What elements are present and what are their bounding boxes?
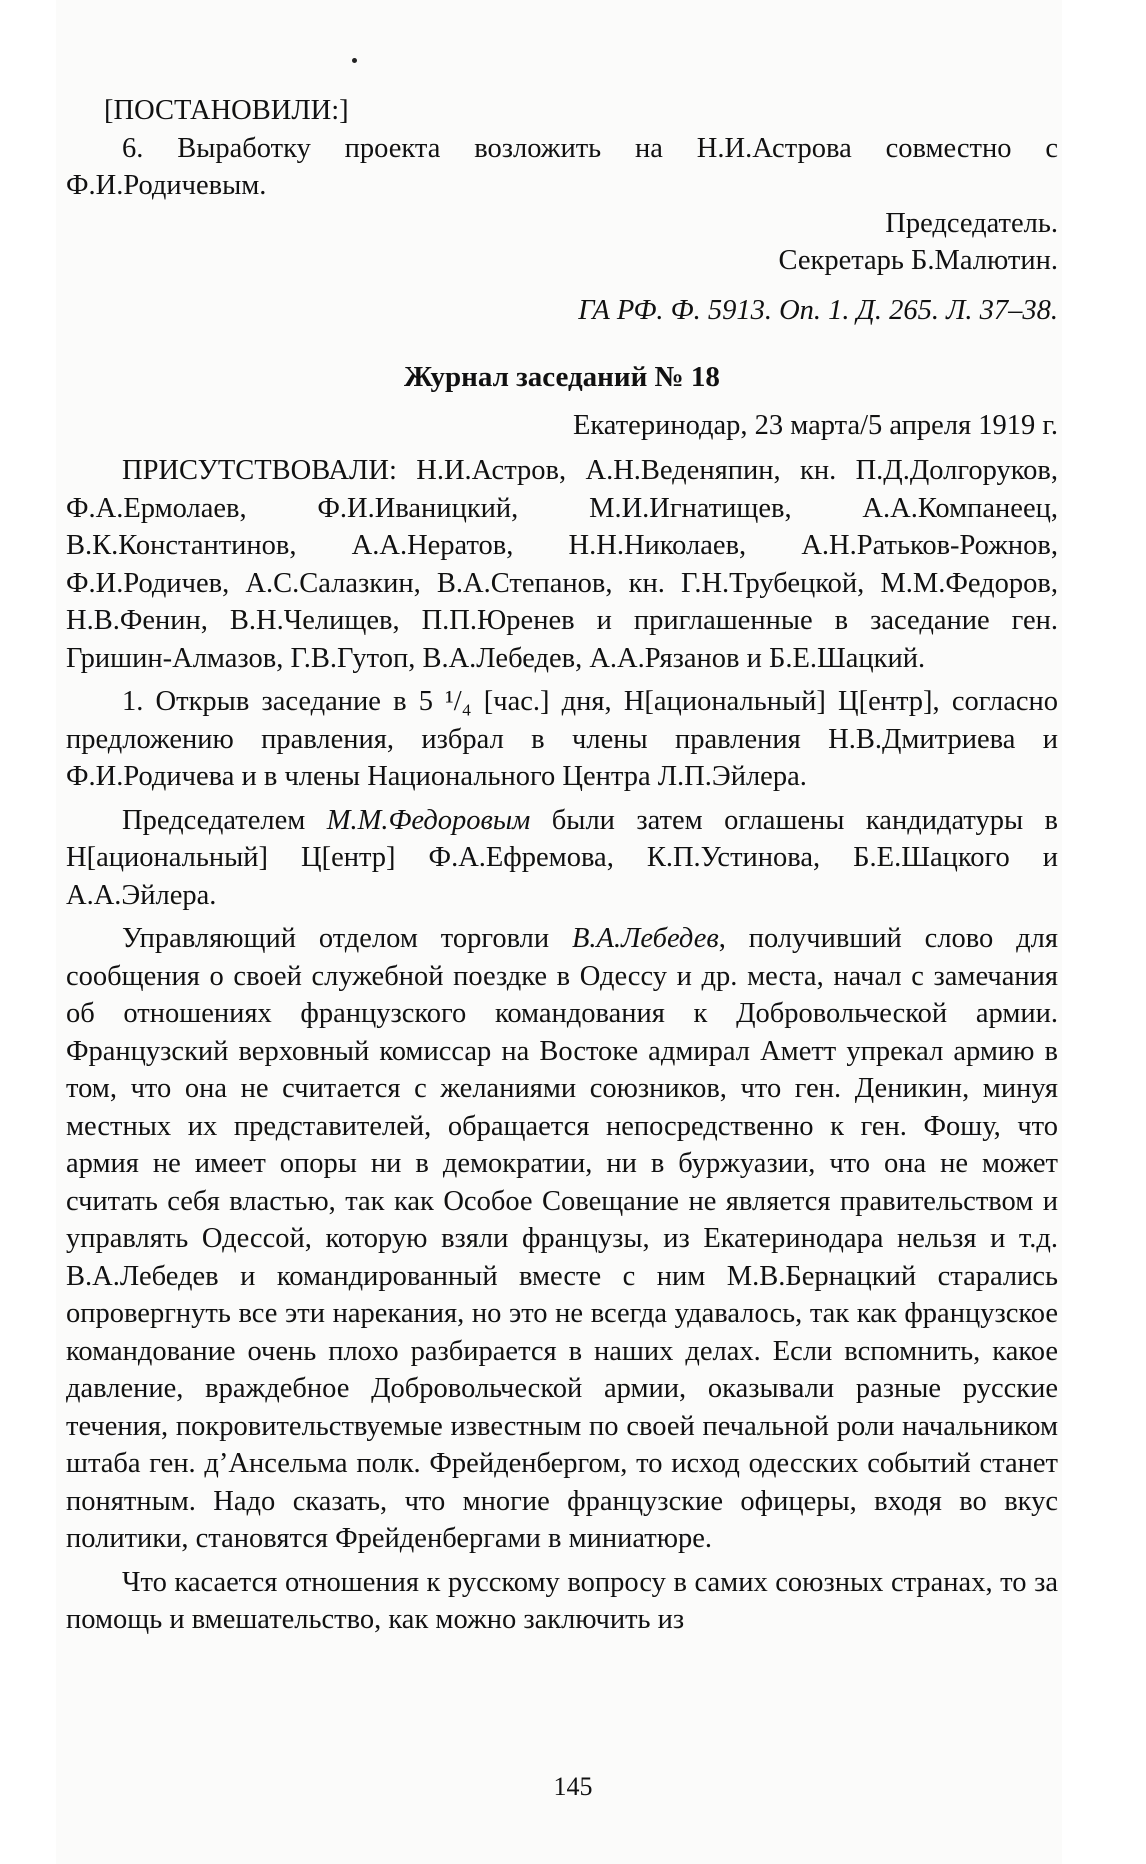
agenda-item-1: 1. Открыв заседание в 5 ¹/₄ [час.] дня, Н[ациональный] Ц[ентр], согласно предложению правления, избрал в члены правления Н.В.Дмитриева и Ф.И.Родичева и в члены Национального Центра Л.П.Эйлера. bbox=[66, 686, 1058, 792]
archive-reference: ГА РФ. Ф. 5913. Оп. 1. Д. 265. Л. 37–38. bbox=[578, 294, 1058, 326]
para2-after: были затем оглашены кандидатуры в Н[ациональный] Ц[ентр] Ф.А.Ефремова, К.П.Устинова, Б.Е.Шацкого и А.А.Эйлера. bbox=[66, 804, 1058, 911]
para2-before: Председателем bbox=[122, 804, 327, 836]
signature-chairman: Председатель. bbox=[885, 207, 1058, 239]
page-number: 145 bbox=[553, 1772, 593, 1801]
report-paragraph bbox=[66, 920, 1058, 1558]
candidates-paragraph bbox=[66, 802, 1058, 915]
speaker-name: В.А.Лебедев bbox=[572, 923, 719, 954]
resolution-item-6: 6. Выработку проекта возложить на Н.И.Астрова совместно с Ф.И.Родичевым. bbox=[66, 132, 1058, 201]
place-date: Екатеринодар, 23 марта/5 апреля 1919 г. bbox=[572, 409, 1058, 441]
resolved-header: [ПОСТАНОВИЛИ:] bbox=[104, 95, 349, 126]
allies-paragraph: Что касается отношения к русскому вопросу в самих союзных странах, то за помощь и вмешательство, как можно заключить из bbox=[66, 1566, 1058, 1635]
journal-title: Журнал заседаний № 18 bbox=[404, 361, 720, 393]
para3-before: Управляющий отделом торговли bbox=[122, 923, 573, 954]
signature-secretary: Секретарь Б.Малютин. bbox=[778, 245, 1058, 276]
document-body bbox=[66, 92, 1058, 1639]
print-speck bbox=[352, 58, 357, 63]
present-list: ПРИСУТСТВОВАЛИ: Н.И.Астров, А.Н.Веденяпин, кн. П.Д.Долгоруков, Ф.А.Ермолаев, Ф.И.Иваницкий, М.И.Игнатищев, А.А.Компанеец, В.К.Константинов, А.А.Нератов, Н.Н.Николаев, А.Н.Ратьков-Рожнов, Ф.И.Родичев, А.С.Салазкин, В.А.Степанов, кн. Г.Н.Трубецкой, М.М.Федоров, Н.В.Фенин, В.Н.Челищев, П.П.Юренев и приглашенные в заседание ген. Гришин-Алмазов, Г.В.Гутоп, В.А.Лебедев, А.А.Рязанов и Б.Е.Шацкий. bbox=[66, 455, 1058, 674]
para3-after: , получивший слово для сообщения о своей служебной поездке в Одессу и др. места, начал с замечания об отношениях французского командования к Добровольческой армии. Французский верховный комиссар на Востоке адмирал Аметт упрекал армию в том, что она не считается с желаниями союзников, что ген. Деникин, минуя местных их представителей, обращается непосредственно к ген. Фошу, что армия не имеет опоры ни в демократии, ни в буржуазии, что она не может считать себя властью, так как Особое Совещание не является правительством и управлять Одессой, которую взяли французы, из Екатеринодара нельзя и т.д. В.А.Лебедев и командированный вместе с ним М.В.Бернацкий старались опровергнуть все эти нарекания, но это не всегда удавалось, так как французское командование очень плохо разбирается в наших делах. Если вспомнить, какое давление, враждебное Добровольческой армии, оказывали разные русские течения, покровительствуемые известным по своей печальной роли начальником штаба ген. д’Ансельма полк. Фрейденбергом, то исход одесских событий станет понятным. Надо сказать, что многие французские офицеры, входя во вкус политики, становятся Фрейденбергами в миниатюре. bbox=[66, 923, 1058, 1554]
chairman-name: М.М.Федоровым bbox=[326, 804, 531, 836]
